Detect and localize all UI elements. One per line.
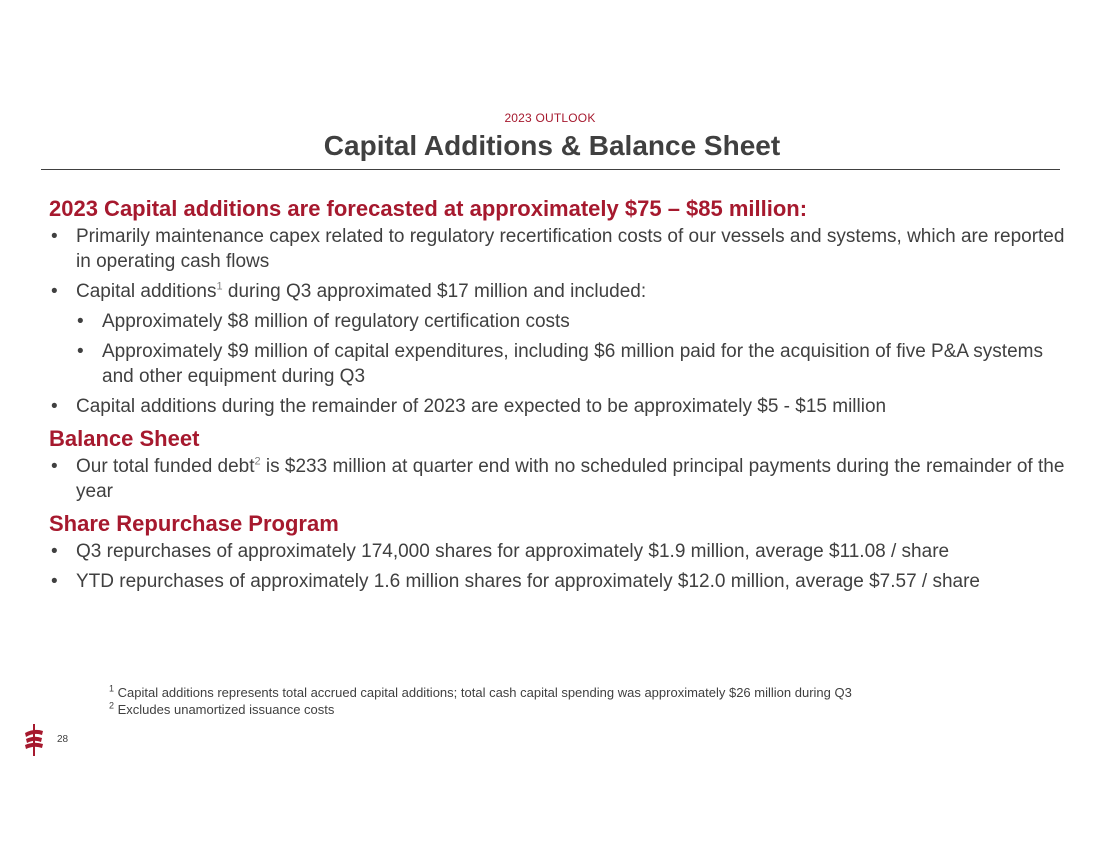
footnote-2 — [109, 701, 852, 718]
capital-heading: 2023 Capital additions are forecasted at approximately $75 – $85 million: — [49, 196, 808, 221]
list-item — [49, 569, 1079, 594]
list-item — [49, 224, 1079, 274]
footnote-2-text: Excludes unamortized issuance costs — [114, 702, 335, 717]
list-item — [49, 539, 1079, 564]
repurchase-bullet-list — [49, 539, 1079, 594]
company-logo-icon — [22, 724, 46, 756]
list-item — [49, 279, 1079, 304]
list-item — [75, 339, 1079, 389]
footnotes — [109, 684, 852, 718]
capital-sub-bullet-2-text: Approximately $9 million of capital expenditures, including $6 million paid for the acquisition of five P&A systems and other equipment during Q3 — [102, 341, 1043, 387]
capital-bullet-1-text: Primarily maintenance capex related to regulatory recertification costs of our vessels and systems, which are reported in operating cash flows — [76, 226, 1065, 272]
repurchase-heading: Share Repurchase Program — [49, 511, 339, 536]
title-divider — [41, 169, 1060, 170]
capital-bullet-2-post: during Q3 approximated $17 million and included: — [222, 281, 647, 302]
slide-content — [49, 194, 1079, 599]
capital-sub-bullet-1-text: Approximately $8 million of regulatory certification costs — [102, 311, 570, 332]
capital-bullet-2-pre: Capital additions — [76, 281, 217, 302]
footnote-1-number: 1 — [109, 683, 115, 694]
list-item — [49, 454, 1079, 504]
capital-bullet-list — [49, 224, 1079, 419]
footnote-ref-1: 1 — [216, 280, 223, 293]
footnote-1-text: Capital additions represents total accrued capital additions; total cash capital spending was approximately $26 million during Q3 — [114, 685, 852, 700]
list-item — [49, 394, 1079, 419]
page-number: 28 — [57, 734, 69, 745]
repurchase-bullet-1-text: Q3 repurchases of approximately 174,000 shares for approximately $1.9 million, average $11.08 / share — [76, 541, 950, 562]
list-item — [75, 309, 1079, 334]
capital-bullet-3-text: Capital additions during the remainder of 2023 are expected to be approximately $5 - $15 million — [76, 396, 887, 417]
footnote-1 — [109, 684, 852, 701]
footnote-2-number: 2 — [109, 700, 115, 711]
balance-heading: Balance Sheet — [49, 426, 200, 451]
repurchase-bullet-2-text: YTD repurchases of approximately 1.6 million shares for approximately $12.0 million, average $7.57 / share — [76, 571, 981, 592]
balance-bullet-list — [49, 454, 1079, 504]
balance-bullet-1-post: is $233 million at quarter end with no scheduled principal payments during the remainder of the year — [76, 456, 1065, 502]
page-title: Capital Additions & Balance Sheet — [323, 130, 781, 161]
section-kicker: 2023 OUTLOOK — [504, 111, 596, 125]
balance-bullet-1-pre: Our total funded debt — [76, 456, 255, 477]
footnote-ref-2: 2 — [254, 455, 261, 468]
